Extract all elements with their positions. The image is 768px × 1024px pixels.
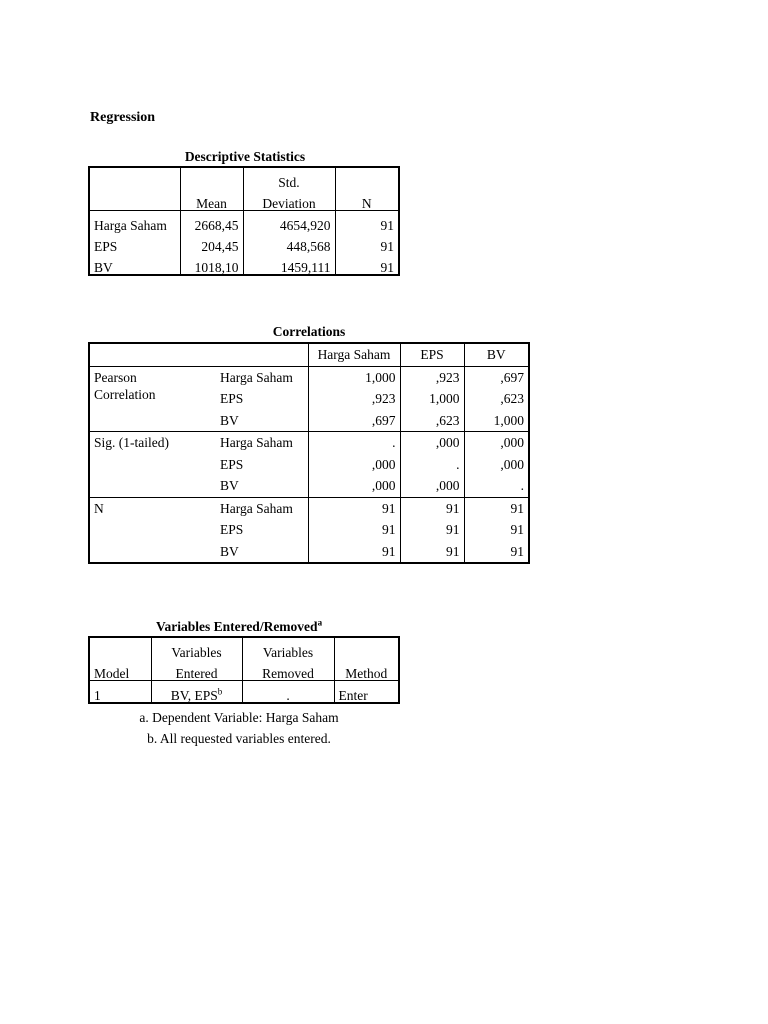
header-deviation: Deviation: [243, 189, 335, 211]
row-var: EPS: [220, 456, 244, 472]
cell-mean: 204,45: [180, 232, 243, 253]
cell-model: 1: [94, 687, 101, 703]
cell-n: 91: [335, 232, 399, 253]
row-label: BV: [94, 259, 113, 275]
cell: ,623: [400, 410, 464, 432]
row-var: BV: [216, 410, 308, 432]
group-label-line2: Correlation: [94, 387, 156, 402]
cell-entered: [151, 681, 242, 704]
footnote-a: a. Dependent Variable: Harga Saham: [139, 710, 339, 725]
header-model: Model: [89, 659, 151, 681]
table-header-row: [89, 167, 399, 189]
header-removed-line2: Removed: [242, 659, 334, 681]
cell: ,000: [464, 454, 529, 476]
header-entered-line2: Entered: [151, 659, 242, 681]
table-row: [89, 541, 529, 564]
row-var: BV: [220, 543, 239, 559]
cell-mean: 2668,45: [180, 211, 243, 233]
cell-mean: 1018,10: [180, 253, 243, 275]
cell-n: 91: [335, 253, 399, 275]
table-row: [89, 681, 399, 704]
cell-method: Enter: [334, 681, 399, 704]
header-removed-line1: Variables: [242, 637, 334, 659]
cell: 91: [308, 497, 400, 519]
cell: 91: [400, 497, 464, 519]
table-header-row: [89, 659, 399, 681]
header-std: Std.: [243, 167, 335, 189]
group-label: Sig. (1-tailed): [94, 435, 169, 450]
header-mean: Mean: [180, 189, 243, 211]
title-footnote-marker: a: [317, 617, 323, 628]
cell-sd: 4654,920: [243, 211, 335, 233]
cell-n: 91: [335, 211, 399, 233]
row-label: EPS: [94, 238, 118, 254]
cell: ,697: [308, 410, 400, 432]
cell-sd: 1459,111: [243, 253, 335, 275]
table-row: [89, 454, 529, 476]
variables-entered-removed-table: [88, 636, 400, 704]
table-header-row: [89, 343, 529, 366]
cell: ,923: [400, 366, 464, 388]
variables-title: [88, 619, 390, 635]
table-row: [89, 475, 529, 497]
table-row: [89, 211, 399, 233]
table-row: [89, 366, 529, 388]
cell: ,623: [464, 388, 529, 410]
row-label: Harga Saham: [94, 217, 167, 233]
table-header-row: [89, 189, 399, 211]
group-label: N: [94, 500, 104, 516]
cell: ,923: [308, 388, 400, 410]
cell: ,000: [308, 454, 400, 476]
cell: .: [308, 432, 400, 454]
section-title: Regression: [90, 110, 156, 125]
header-method: Method: [334, 659, 399, 681]
cell: ,000: [308, 475, 400, 497]
cell: 91: [464, 497, 529, 519]
row-var: Harga Saham: [220, 435, 293, 450]
cell: 1,000: [400, 388, 464, 410]
cell: ,000: [400, 475, 464, 497]
cell: 91: [400, 541, 464, 564]
cell: 1,000: [464, 410, 529, 432]
cell: .: [464, 475, 529, 497]
header-eps: EPS: [400, 343, 464, 366]
table-row: [89, 497, 529, 519]
cell: 91: [464, 541, 529, 564]
header-bv: BV: [464, 343, 529, 366]
cell: ,000: [400, 432, 464, 454]
row-var: Harga Saham: [220, 500, 293, 516]
table-row: [89, 388, 529, 410]
cell: 91: [464, 519, 529, 541]
cell: 1,000: [308, 366, 400, 388]
correlations-table: [88, 342, 530, 564]
table-row: [89, 519, 529, 541]
cell: .: [400, 454, 464, 476]
cell: 91: [400, 519, 464, 541]
descriptive-statistics-table: [88, 166, 400, 276]
correlations-title: Correlations: [272, 324, 346, 339]
table-row: [89, 253, 399, 275]
table-row: [89, 410, 529, 432]
row-var: Harga Saham: [220, 369, 293, 385]
header-harga-saham: Harga Saham: [308, 343, 400, 366]
cell-entered-text: BV, EPS: [170, 687, 218, 703]
table-row: [89, 232, 399, 253]
cell: ,000: [464, 432, 529, 454]
row-var: EPS: [220, 391, 244, 406]
table-header-row: [89, 637, 399, 659]
entered-footnote-marker: b: [217, 686, 223, 696]
variables-title-text: Variables Entered/Removed: [155, 619, 318, 634]
group-label: Pearson: [94, 369, 137, 385]
row-var: EPS: [220, 522, 244, 537]
descriptive-title: Descriptive Statistics: [184, 149, 306, 164]
row-var: BV: [216, 475, 308, 497]
cell-sd: 448,568: [243, 232, 335, 253]
footnote-b: b. All requested variables entered.: [147, 731, 331, 746]
cell: 91: [308, 541, 400, 564]
header-n: N: [335, 189, 399, 211]
header-entered-line1: Variables: [151, 637, 242, 659]
cell: 91: [308, 519, 400, 541]
cell: ,697: [464, 366, 529, 388]
table-row: [89, 432, 529, 454]
cell-removed: .: [242, 681, 334, 704]
